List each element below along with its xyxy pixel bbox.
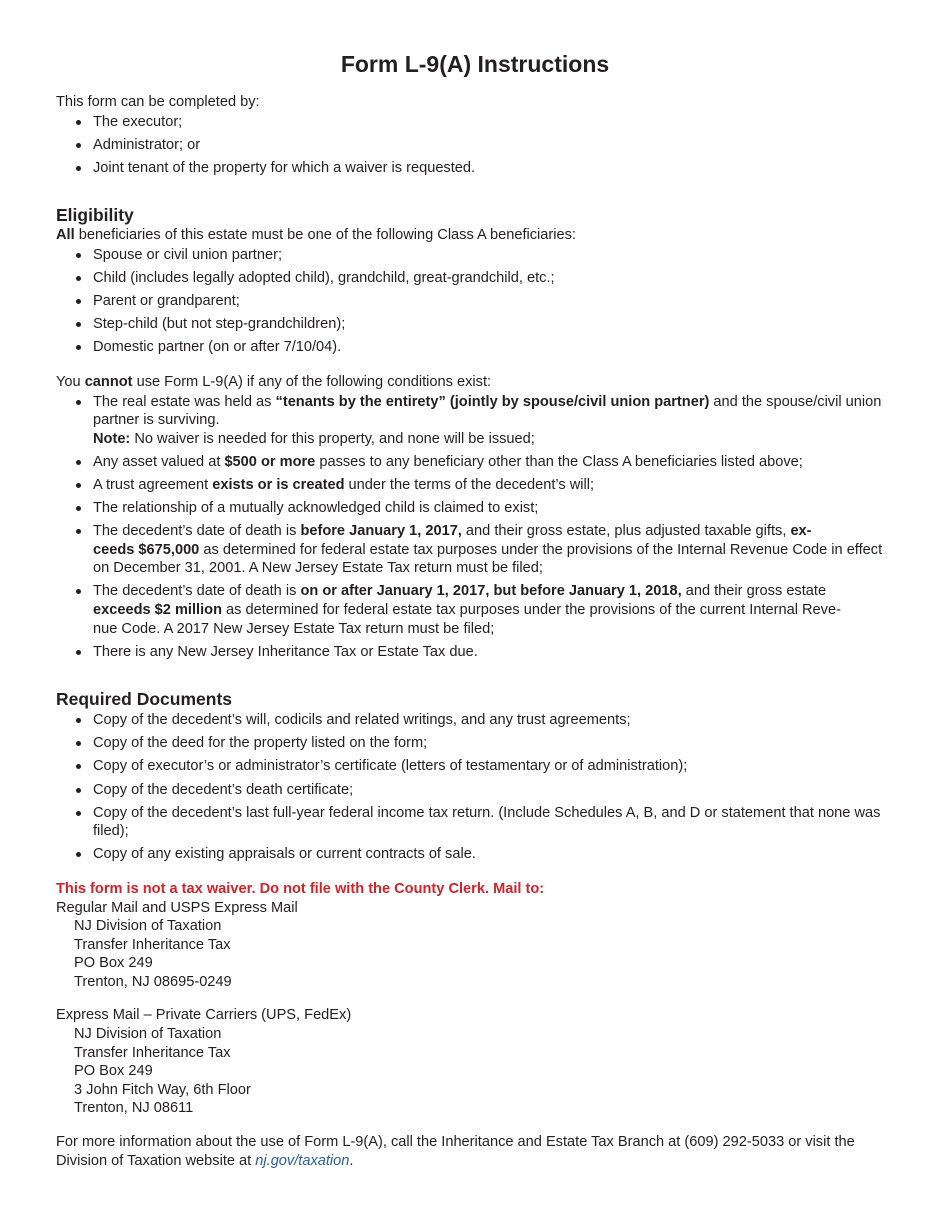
c1-text-a: The real estate was held as — [93, 393, 276, 410]
c2-bold: $500 or more — [224, 453, 316, 470]
document-page — [56, 48, 896, 1170]
list-item: Administrator; or — [56, 136, 896, 155]
c6-text-b: and their gross estate — [681, 583, 827, 600]
regular-mail-heading: Regular Mail and USPS Express Mail — [56, 899, 298, 916]
list-item: Joint tenant of the property for which a waiver is requested. — [56, 159, 896, 178]
address-line: NJ Division of Taxation — [74, 918, 222, 935]
eligibility-heading: Eligibility — [56, 205, 134, 226]
footer-info — [56, 1133, 896, 1170]
address-line: 3 John Fitch Way, 6th Floor — [74, 1081, 251, 1098]
c2-text-a: Any asset valued at — [93, 453, 225, 470]
intro-list — [56, 113, 896, 178]
express-mail-address — [56, 1025, 896, 1118]
conditions-lead-b: use Form L-9(A) if any of the following conditions exist: — [132, 373, 492, 390]
conditions-lead-a: You — [56, 373, 85, 390]
conditions-list — [56, 393, 896, 662]
list-item: Copy of the decedent’s death certificate; — [56, 781, 896, 800]
documents-list — [56, 711, 896, 864]
eligibility-lead-rest: beneficiaries of this estate must be one of the following Class A beneficiaries: — [74, 227, 576, 244]
list-item: Spouse or civil union partner; — [56, 246, 896, 265]
c3-bold: exists or is created — [212, 476, 345, 493]
c5-bold-2b: ceeds $675,000 — [93, 541, 200, 558]
list-item: Domestic partner (on or after 7/10/04). — [56, 338, 896, 357]
c1-text-b: and the spouse/civil union partner is surviving. — [93, 393, 882, 429]
c6-bold-1: on or after January 1, 2017, but before January 1, 2018, — [300, 583, 682, 600]
list-item: Parent or grandparent; — [56, 292, 896, 311]
address-line: NJ Division of Taxation — [74, 1026, 222, 1043]
page-title: Form L-9(A) Instructions — [340, 51, 610, 77]
c3-text-b: under the terms of the decedent’s will; — [344, 476, 595, 493]
list-item: Copy of executor’s or administrator’s certificate (letters of testamentary or of administration); — [56, 757, 896, 776]
eligibility-lead — [56, 226, 896, 245]
c1-note-text: No waiver is needed for this property, and none will be issued; — [130, 430, 535, 447]
address-line: Trenton, NJ 08695-0249 — [74, 973, 232, 990]
list-item: The executor; — [56, 113, 896, 132]
footer-period: . — [349, 1152, 354, 1169]
list-item — [56, 476, 896, 495]
footer-text: For more information about the use of Form L-9(A), call the Inheritance and Estate Tax Branch at (609) 292-5033 or visit the Division of Taxation website at — [56, 1134, 855, 1169]
c6-bold-2: exceeds $2 million — [93, 601, 222, 618]
address-line: Trenton, NJ 08611 — [74, 1100, 194, 1117]
address-line: Transfer Inheritance Tax — [74, 936, 231, 953]
list-item — [56, 393, 896, 449]
address-line: PO Box 249 — [74, 955, 153, 972]
taxation-website-link[interactable]: nj.gov/taxation — [255, 1152, 350, 1169]
c2-text-b: passes to any beneficiary other than the Class A beneficiaries listed above; — [315, 453, 803, 470]
c1-note-label: Note: — [93, 430, 131, 447]
list-item: Child (includes legally adopted child), grandchild, great-grandchild, etc.; — [56, 269, 896, 288]
list-item: The relationship of a mutually acknowledged child is claimed to exist; — [56, 499, 896, 518]
list-item — [56, 522, 896, 578]
regular-mail-address — [56, 917, 896, 991]
c5-text-a: The decedent’s date of death is — [93, 523, 301, 540]
list-item: Copy of the decedent’s will, codicils and related writings, and any trust agreements; — [56, 711, 896, 730]
list-item: There is any New Jersey Inheritance Tax or Estate Tax due. — [56, 643, 896, 662]
c1-bold: “tenants by the entirety” (jointly by spouse/civil union partner) — [275, 393, 710, 410]
mail-warning: This form is not a tax waiver. Do not file with the County Clerk. Mail to: — [56, 880, 545, 897]
c5-text-b: and their gross estate, plus adjusted taxable gifts, — [461, 523, 791, 540]
c6-text-c1: as determined for federal estate tax purposes under the provisions of the current Internal Reve- — [221, 601, 841, 618]
intro-text: This form can be completed by: — [56, 94, 260, 110]
c5-bold-1: before January 1, 2017, — [300, 523, 462, 540]
conditions-lead-bold: cannot — [84, 373, 133, 390]
c6-text-a: The decedent’s date of death is — [93, 583, 301, 600]
documents-heading: Required Documents — [56, 689, 232, 710]
eligibility-lead-bold: All — [56, 227, 75, 244]
list-item: Copy of the deed for the property listed on the form; — [56, 734, 896, 753]
list-item — [56, 582, 896, 638]
conditions-lead — [56, 373, 896, 392]
list-item: Copy of the decedent’s last full-year federal income tax return. (Include Schedules A, B, and D or statement that none was filed); — [56, 804, 896, 841]
c3-text-a: A trust agreement — [93, 476, 213, 493]
list-item: Step-child (but not step-grandchildren); — [56, 315, 896, 334]
c5-text-c: as determined for federal estate tax purposes under the provisions of the Internal Revenue Code in effect on December 31, 2001. A New Jersey Estate Tax return must be filed; — [93, 541, 883, 577]
express-mail-heading: Express Mail – Private Carriers (UPS, FedEx) — [56, 1007, 352, 1024]
c6-text-c2: nue Code. A 2017 New Jersey Estate Tax return must be filed; — [93, 620, 495, 637]
c5-bold-2a: ex- — [790, 523, 812, 540]
list-item: Copy of any existing appraisals or current contracts of sale. — [56, 845, 896, 864]
list-item — [56, 453, 896, 472]
address-line: Transfer Inheritance Tax — [74, 1044, 231, 1061]
eligibility-list — [56, 246, 896, 357]
address-line: PO Box 249 — [74, 1063, 153, 1080]
